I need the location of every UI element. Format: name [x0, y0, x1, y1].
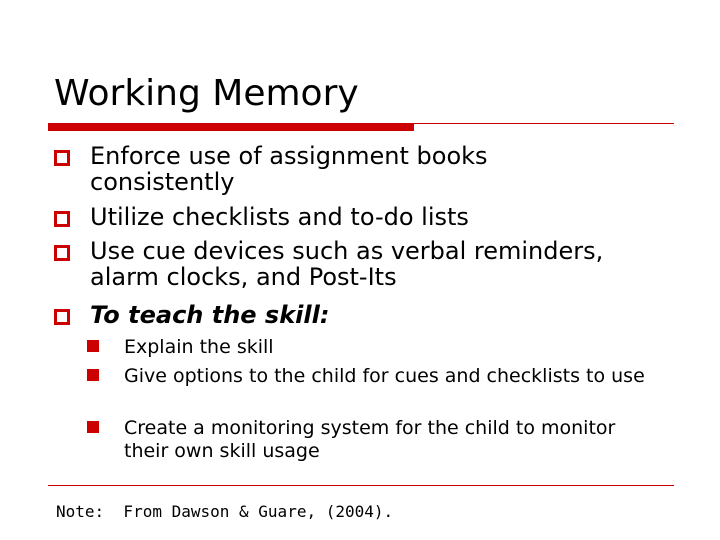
- sub-bullet-text: Create a monitoring system for the child to monitor their own skill usage: [124, 417, 616, 462]
- bullet-text: Use cue devices such as verbal reminders, alarm clocks, and Post-Its: [90, 237, 604, 291]
- hollow-square-bullet-icon: [54, 245, 70, 261]
- filled-square-bullet-icon: [87, 369, 99, 381]
- source-note: Note: From Dawson & Guare, (2004).: [56, 502, 394, 521]
- bullet-text: Enforce use of assignment books consistently: [90, 142, 488, 196]
- sub-bullet-text: Explain the skill: [124, 336, 274, 358]
- slide-title: Working Memory: [54, 73, 359, 114]
- bullet-text: Utilize checklists and to-do lists: [90, 203, 469, 231]
- title-underline-thick: [48, 124, 414, 131]
- filled-square-bullet-icon: [87, 421, 99, 433]
- filled-square-bullet-icon: [87, 340, 99, 352]
- hollow-square-bullet-icon: [54, 309, 70, 325]
- sub-bullet-text: Give options to the child for cues and checklists to use: [124, 365, 645, 387]
- hollow-square-bullet-icon: [54, 211, 70, 227]
- footer-divider: [48, 485, 674, 486]
- hollow-square-bullet-icon: [54, 150, 70, 166]
- bullet-text: To teach the skill:: [90, 301, 330, 329]
